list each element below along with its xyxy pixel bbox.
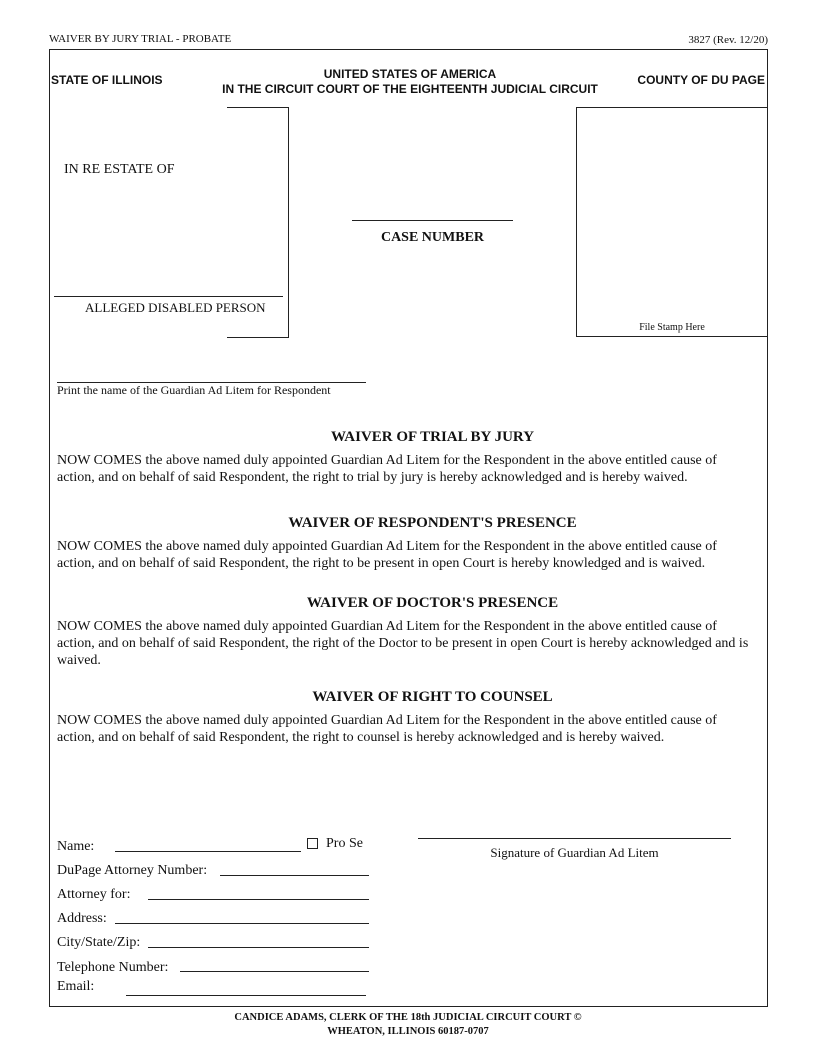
address-label: Address: [57,911,107,926]
caption-right-rule [288,107,289,337]
attorney-for-field[interactable] [148,899,369,900]
pro-se-checkbox[interactable] [307,838,318,849]
name-label: Name: [57,839,95,854]
footer-address: WHEATON, ILLINOIS 60187-0707 [327,1026,489,1037]
gal-name-label: Print the name of the Guardian Ad Litem for Respondent [57,383,331,397]
section-title: WAIVER OF RESPONDENT'S PRESENCE [288,515,577,531]
attorney-for-label: Attorney for: [57,887,131,902]
county-label: COUNTY OF DU PAGE [637,73,765,87]
section-title: WAIVER OF TRIAL BY JURY [330,429,535,445]
footer-clerk: CANDICE ADAMS, CLERK OF THE 18th JUDICIAL CIRCUIT COURT © [234,1012,582,1023]
case-number-line[interactable] [352,220,513,221]
respondent-name-line[interactable] [54,296,283,297]
section-body: NOW COMES the above named duly appointed Guardian Ad Litem for the Respondent in the above entitled cause of action, and on behalf of said Respondent, the right to be present in open Court is hereby knowledged and is waived. [57,539,717,571]
name-field[interactable] [115,851,301,852]
file-stamp-box [576,107,768,337]
dupage-number-field[interactable] [220,875,369,876]
email-label: Email: [57,979,95,994]
section-body: NOW COMES the above named duly appointed Guardian Ad Litem for the Respondent in the above entitled cause of action, and on behalf of said Respondent, the right of the Doctor to be present in open Court is hereby acknowledged and is waived. [57,619,749,668]
caption-top-rule [227,107,288,108]
pro-se-label: Pro Se [326,836,363,851]
email-field[interactable] [126,995,366,996]
section-title: WAIVER OF DOCTOR'S PRESENCE [306,595,559,611]
signature-line[interactable] [418,838,731,839]
address-field[interactable] [115,923,369,924]
caption-bottom-rule [227,337,289,338]
section-body: NOW COMES the above named duly appointed Guardian Ad Litem for the Respondent in the above entitled cause of action, and on behalf of said Respondent, the right to counsel is hereby acknowledged and is hereby waived. [57,713,717,745]
city-field[interactable] [148,947,369,948]
section-body: NOW COMES the above named duly appointed Guardian Ad Litem for the Respondent in the above entitled cause of action, and on behalf of said Respondent, the right to trial by jury is hereby acknowledged and is hereby waived. [57,453,717,485]
case-number-label: CASE NUMBER [380,230,485,245]
alleged-disabled-label: ALLEGED DISABLED PERSON [85,300,266,315]
phone-label: Telephone Number: [57,960,169,975]
dupage-number-label: DuPage Attorney Number: [57,863,208,878]
country-label: UNITED STATES OF AMERICA [323,67,497,81]
city-label: City/State/Zip: [57,935,141,950]
section-title: WAIVER OF RIGHT TO COUNSEL [312,689,553,705]
form-number: 3827 (Rev. 12/20) [688,34,768,46]
court-label: IN THE CIRCUIT COURT OF THE EIGHTEENTH JUDICIAL CIRCUIT [222,82,598,96]
signature-label: Signature of Guardian Ad Litem [490,845,659,860]
file-stamp-label: File Stamp Here [639,322,705,333]
form-title: WAIVER BY JURY TRIAL - PROBATE [49,33,232,45]
state-label: STATE OF ILLINOIS [51,73,163,87]
phone-field[interactable] [180,971,369,972]
in-re-estate-label: IN RE ESTATE OF [64,162,175,177]
